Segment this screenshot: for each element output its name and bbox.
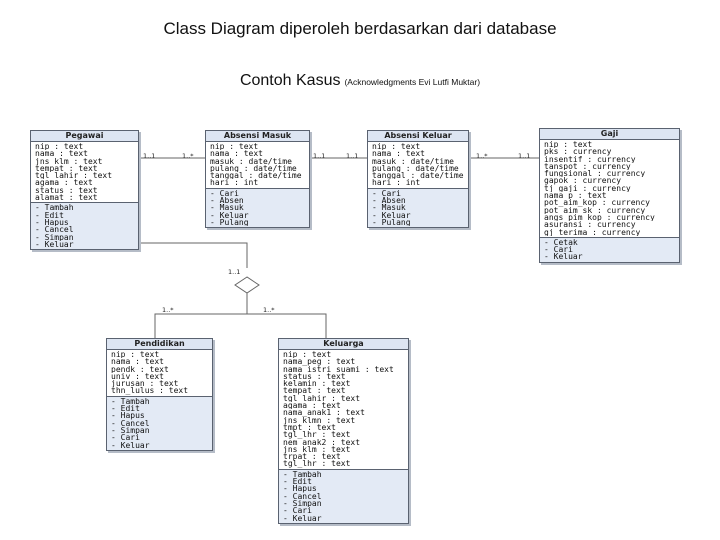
attribute-row: nama_istri_suami : text	[283, 365, 394, 373]
class-gaji	[539, 128, 680, 263]
operation-row: - Tambah	[35, 204, 74, 212]
operation-row: - Tambah	[283, 470, 322, 479]
attribute-row: nip : text	[372, 143, 421, 151]
attribute-row: nama : text	[210, 150, 263, 158]
operations	[206, 189, 309, 227]
attribute-row: univ : text	[111, 372, 164, 381]
attribute-row: status : text	[35, 186, 98, 195]
operation-row: - Edit	[283, 478, 312, 486]
operation-row: - Hapus	[111, 412, 145, 420]
attribute-row: jurusan : text	[111, 380, 179, 388]
operation-row: - Cari	[544, 246, 573, 254]
attribute-row: nama_peg : text	[283, 358, 356, 366]
mult-absensi-keluar-gaji-right: 1..1	[518, 152, 531, 160]
attribute-row: tgl_lahir : text	[35, 172, 113, 180]
operations	[368, 189, 468, 227]
operation-row: - Absen	[372, 197, 406, 205]
operations	[540, 238, 679, 262]
class-name: Gaji	[540, 129, 679, 140]
mult-to-pendidikan: 1..*	[162, 306, 174, 314]
operation-row: - Masuk	[210, 204, 244, 212]
operation-row: - Keluar	[111, 441, 150, 449]
mult-absensi-masuk-keluar-left: 1..1	[313, 152, 326, 160]
attributes	[279, 350, 408, 470]
operation-row: - Keluar	[372, 211, 411, 219]
class-name: Absensi Keluar	[368, 131, 468, 142]
operation-row: - Cari	[283, 507, 312, 515]
attribute-row: tanggal : date/time	[210, 172, 302, 180]
attribute-row: nip : text	[111, 351, 160, 359]
attribute-row: pks : currency	[544, 148, 612, 156]
attribute-row: masuk : date/time	[372, 157, 454, 165]
attribute-row: tgl_lahir : text	[283, 394, 361, 403]
attribute-row: jns_klm : text	[35, 157, 103, 165]
attribute-row: insentif : currency	[544, 155, 636, 163]
attribute-row: nama : text	[35, 150, 88, 158]
attribute-row: pot_aim_sk : currency	[544, 206, 646, 214]
attributes	[206, 142, 309, 189]
mult-pegawai-absensi-masuk-right: 1..*	[182, 152, 194, 160]
attribute-row: tempat : text	[283, 387, 346, 395]
attribute-row: nip : text	[283, 351, 332, 359]
operation-row: - Cancel	[35, 226, 74, 234]
operation-row: - Tambah	[111, 397, 150, 406]
operation-row: - Cari	[210, 189, 239, 198]
page-title: Class Diagram diperoleh berdasarkan dari database	[163, 19, 557, 38]
operation-row: - Cancel	[283, 492, 322, 500]
attribute-row: tanspot : currency	[544, 162, 631, 171]
class-pendidikan	[106, 338, 213, 451]
attribute-row: tj_gaji : currency	[544, 184, 631, 193]
attribute-row: status : text	[283, 372, 346, 381]
mult-absensi-masuk-keluar-right: 1..1	[346, 152, 359, 160]
attribute-row: angs_pim_kop : currency	[544, 213, 655, 222]
attribute-row: nem_anak2 : text	[283, 438, 361, 446]
attribute-row: nama_anak1 : text	[283, 409, 365, 417]
attribute-row: thn_lulus : text	[111, 387, 189, 395]
operation-row: - Cari	[372, 189, 401, 198]
attribute-row: tanggal : date/time	[372, 172, 464, 180]
attributes	[368, 142, 468, 189]
attribute-row: nama : text	[111, 358, 164, 366]
attribute-row: pulang : date/time	[372, 164, 459, 173]
attribute-row: nip : text	[35, 143, 84, 151]
assoc-diamond-pendidikan	[155, 293, 247, 338]
attribute-row: tgl_lhr : text	[283, 460, 351, 468]
operation-row: - Edit	[111, 405, 140, 413]
operation-row: - Pulang	[372, 218, 411, 227]
subtitle-text: Contoh Kasus	[239, 72, 341, 89]
class-keluarga	[278, 338, 409, 524]
attributes	[31, 142, 138, 203]
attribute-row: alamat : text	[35, 194, 98, 202]
attribute-row: gapok : currency	[544, 177, 622, 185]
attribute-row: kelamin : text	[283, 380, 351, 388]
class-name: Pegawai	[31, 131, 138, 142]
operation-row: - Cetak	[544, 238, 578, 247]
mult-to-keluarga: 1..*	[263, 306, 275, 314]
mult-diamond: 1..1	[228, 268, 241, 276]
operation-row: - Keluar	[210, 211, 249, 219]
attribute-row: asuransi : currency	[544, 221, 636, 229]
class-absensi-keluar	[367, 130, 469, 228]
attribute-row: pendk : text	[111, 365, 169, 373]
operation-row: - Pulang	[210, 218, 249, 227]
class-pegawai	[30, 130, 139, 250]
operation-row: - Hapus	[283, 485, 317, 493]
attribute-row: nip : text	[544, 141, 593, 149]
attribute-row: agama : text	[35, 179, 93, 187]
attribute-row: tgl_lhr : text	[283, 431, 351, 439]
attribute-row: gj_terima : currency	[544, 228, 641, 236]
class-name: Pendidikan	[107, 339, 212, 350]
assoc-diamond-keluarga	[247, 314, 326, 338]
operation-row: - Cari	[111, 434, 140, 442]
operations	[31, 203, 138, 249]
attribute-row: pot_aim_kop : currency	[544, 199, 650, 207]
mult-absensi-keluar-gaji-left: 1..*	[476, 152, 488, 160]
operations	[107, 397, 212, 450]
attribute-row: pulang : date/time	[210, 164, 297, 173]
operation-row: - Hapus	[35, 218, 69, 227]
attribute-row: nama : text	[372, 150, 425, 158]
attribute-row: nip : text	[210, 143, 259, 151]
class-name: Absensi Masuk	[206, 131, 309, 142]
operations	[279, 470, 408, 523]
operation-row: - Edit	[35, 211, 64, 219]
attributes	[107, 350, 212, 397]
class-name: Keluarga	[279, 339, 408, 350]
attribute-row: tempat : text	[35, 164, 98, 173]
attribute-row: hari : int	[210, 179, 259, 187]
acknowledgment-text: (Acknowledgments Evi Lutfi Muktar)	[344, 77, 481, 87]
operation-row: - Simpan	[35, 233, 74, 241]
attribute-row: tmpt : text	[283, 423, 336, 432]
operation-row: - Keluar	[544, 253, 583, 261]
attributes	[540, 140, 679, 238]
attribute-row: nama_p : text	[544, 192, 607, 200]
attribute-row: hari : int	[372, 179, 421, 187]
operation-row: - Keluar	[35, 240, 74, 249]
operation-row: - Simpan	[283, 499, 322, 508]
operation-row: - Cancel	[111, 419, 150, 427]
attribute-row: trpat : text	[283, 453, 341, 461]
attribute-row: jns_klm : text	[283, 445, 351, 454]
attribute-row: fungsional : currency	[544, 170, 646, 178]
attribute-row: masuk : date/time	[210, 157, 292, 165]
attribute-row: agama : text	[283, 402, 341, 410]
class-absensi-masuk	[205, 130, 310, 228]
mult-pegawai-absensi-masuk-left: 1..1	[143, 152, 156, 160]
attribute-row: jns_klmn : text	[283, 416, 356, 424]
operation-row: - Simpan	[111, 426, 150, 435]
aggregation-diamond	[235, 277, 259, 293]
operation-row: - Keluar	[283, 514, 322, 522]
operation-row: - Masuk	[372, 204, 406, 212]
operation-row: - Absen	[210, 197, 244, 205]
